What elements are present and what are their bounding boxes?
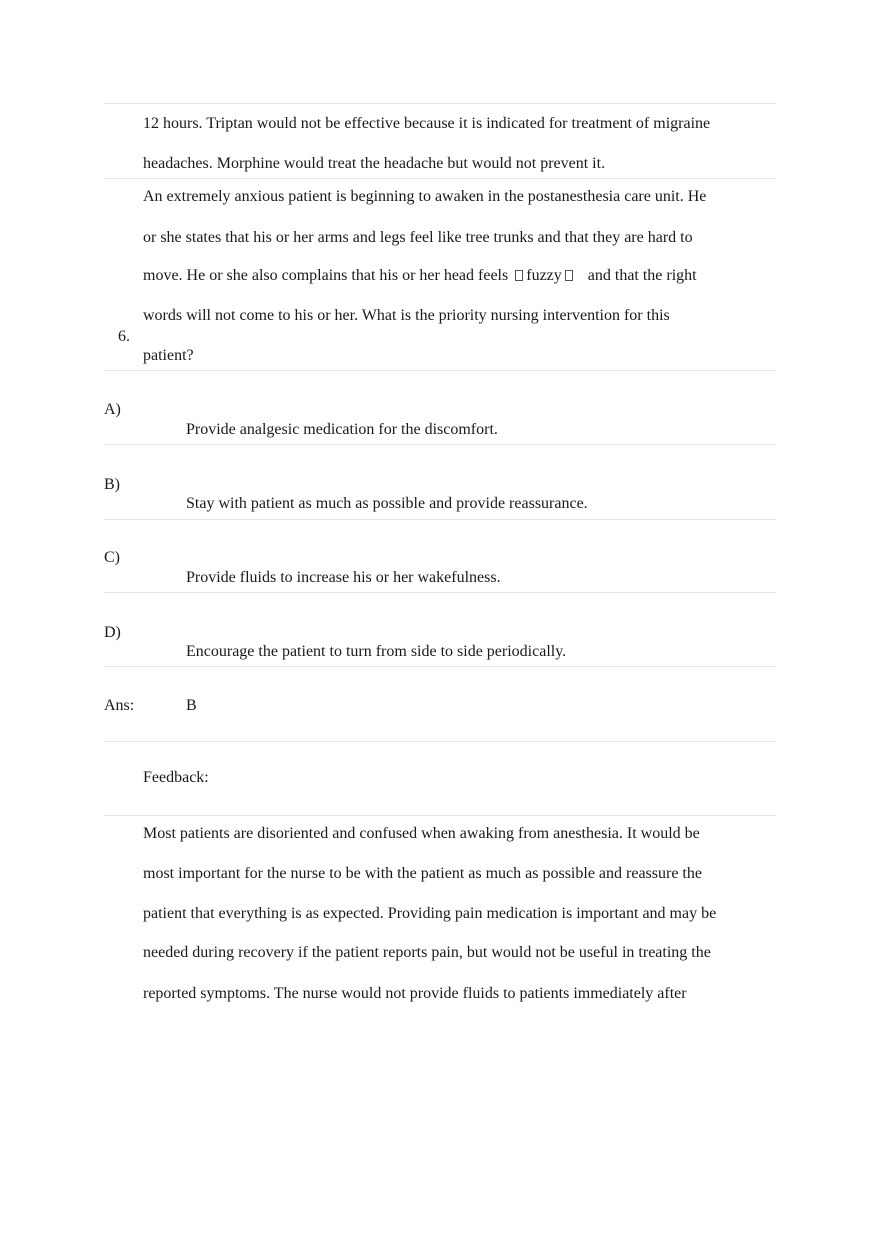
divider [104, 103, 776, 104]
divider [104, 666, 776, 667]
quoted-word: fuzzy [526, 267, 562, 284]
divider [104, 444, 776, 445]
missing-glyph-icon [565, 270, 573, 281]
feedback-label: Feedback: [143, 769, 209, 786]
divider [104, 741, 776, 742]
option-text: Provide analgesic medication for the discomfort. [186, 421, 498, 438]
missing-glyph-icon [515, 270, 523, 281]
option-text: Provide fluids to increase his or her wakefulness. [186, 569, 501, 586]
feedback-line: reported symptoms. The nurse would not provide fluids to patients immediately after [143, 985, 687, 1002]
feedback-line: needed during recovery if the patient reports pain, but would not be useful in treating the [143, 944, 711, 961]
option-letter: D) [104, 624, 121, 641]
continuation-line: headaches. Morphine would treat the headache but would not prevent it. [143, 155, 606, 172]
question-number: 6. [118, 328, 130, 345]
divider [104, 519, 776, 520]
feedback-line: patient that everything is as expected. Providing pain medication is important and may be [143, 905, 717, 922]
divider [104, 592, 776, 593]
question-text-line: or she states that his or her arms and legs feel like tree trunks and that they are hard to [143, 229, 693, 246]
question-text-segment: and that the right [587, 267, 697, 284]
answer-label: Ans: [104, 697, 135, 714]
option-text: Encourage the patient to turn from side to side periodically. [186, 643, 567, 660]
question-text-line: An extremely anxious patient is beginning to awaken in the postanesthesia care unit. He [143, 188, 707, 205]
continuation-line: 12 hours. Triptan would not be effective because it is indicated for treatment of migraine [143, 115, 711, 132]
feedback-line: most important for the nurse to be with the patient as much as possible and reassure the [143, 865, 702, 882]
divider [104, 178, 776, 179]
divider [104, 370, 776, 371]
feedback-line: Most patients are disoriented and confused when awaking from anesthesia. It would be [143, 825, 700, 842]
question-text-line [143, 266, 697, 286]
question-text-segment: move. He or she also complains that his or her head feels [143, 267, 509, 284]
option-letter: A) [104, 401, 121, 418]
option-letter: C) [104, 549, 120, 566]
divider [104, 815, 776, 816]
option-text: Stay with patient as much as possible and provide reassurance. [186, 495, 588, 512]
question-text-line: patient? [143, 347, 194, 364]
answer-value: B [186, 697, 197, 714]
option-letter: B) [104, 476, 120, 493]
question-text-line: words will not come to his or her. What is the priority nursing intervention for this [143, 307, 670, 324]
